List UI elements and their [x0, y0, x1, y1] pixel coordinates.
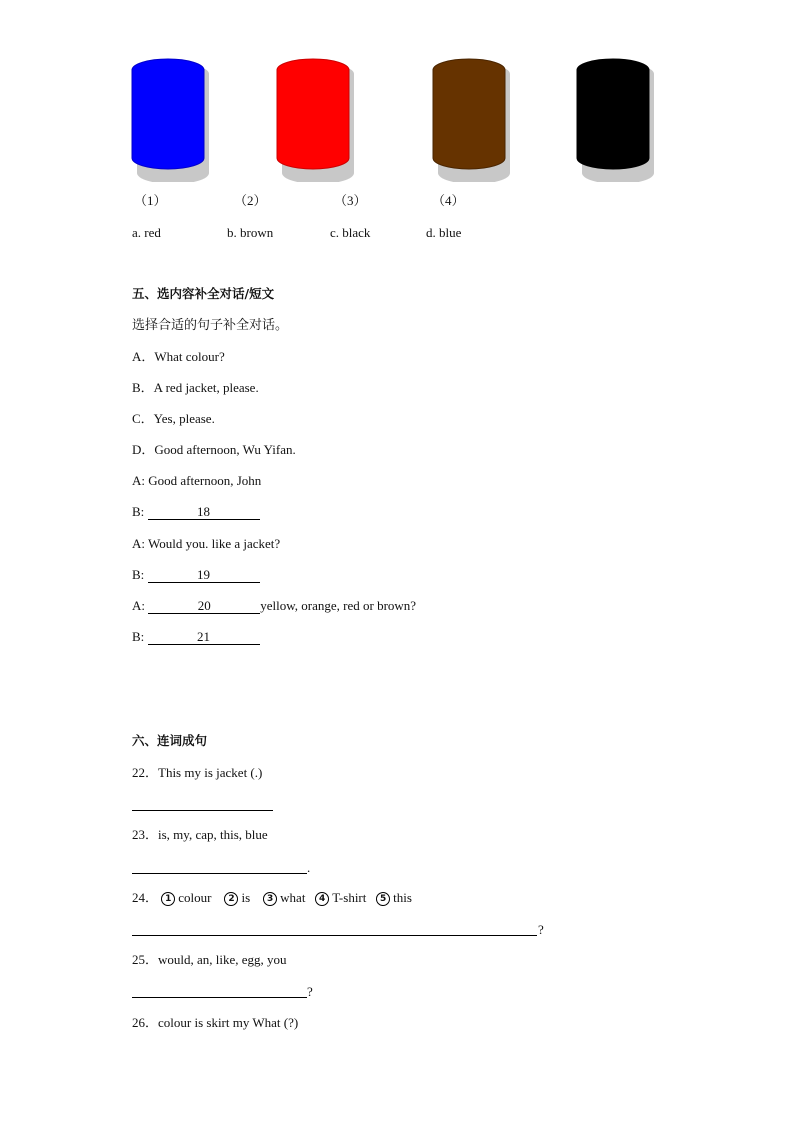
answer-25-end: ? [307, 984, 313, 999]
circled-number-icon: 2 [224, 892, 238, 906]
blank-19[interactable]: 19 [148, 568, 260, 583]
section-6-title: 六、连词成句 [132, 733, 208, 748]
question-26: 26．colour is skirt my What (?) [132, 1015, 299, 1030]
option-a: a. red [132, 225, 161, 240]
circled-number-icon: 4 [315, 892, 329, 906]
can-brown [429, 58, 515, 182]
choice-d: D．Good afternoon, Wu Yifan. [132, 442, 296, 457]
choice-a: A．What colour? [132, 349, 225, 364]
circled-number-icon: 1 [161, 892, 175, 906]
can-number-4: （4） [432, 193, 465, 208]
answer-line-24[interactable] [132, 935, 537, 936]
circled-number-icon: 5 [376, 892, 390, 906]
question-24: 24． 1 colour 2 is 3 what 4 T-shirt 5 this [132, 890, 412, 905]
dialogue-line-b2: B: 19 [132, 567, 260, 583]
blank-18[interactable]: 18 [148, 505, 260, 520]
blank-21[interactable]: 21 [148, 630, 260, 645]
can-number-2: （2） [234, 193, 267, 208]
can-red [273, 58, 359, 182]
can-number-1: （1） [134, 193, 167, 208]
blank-20[interactable]: 20 [148, 599, 260, 614]
question-23: 23．is, my, cap, this, blue [132, 827, 268, 842]
dialogue-line-a3: A: 20 yellow, orange, red or brown? [132, 598, 417, 613]
option-b: b. brown [227, 225, 274, 240]
can-black [573, 58, 659, 182]
choice-c: C．Yes, please. [132, 411, 215, 426]
answer-23-end: . [307, 860, 311, 875]
dialogue-line-b3: B: 21 [132, 629, 260, 645]
dialogue-line-a1: A: Good afternoon, John [132, 473, 262, 488]
answer-24-end: ? [538, 922, 544, 937]
section-5-instruction: 选择合适的句子补全对话。 [132, 318, 289, 333]
option-d: d. blue [426, 225, 462, 240]
choice-b: B．A red jacket, please. [132, 380, 259, 395]
answer-line-22[interactable] [132, 810, 273, 811]
section-5-title: 五、选内容补全对话/短文 [132, 286, 275, 301]
question-22: 22．This my is jacket (.) [132, 765, 263, 780]
can-blue [128, 58, 214, 182]
question-25: 25．would, an, like, egg, you [132, 952, 287, 967]
answer-line-25[interactable] [132, 997, 307, 998]
dialogue-line-b1: B: 18 [132, 504, 260, 520]
can-number-3: （3） [334, 193, 367, 208]
answer-line-23[interactable] [132, 873, 307, 874]
option-c: c. black [330, 225, 371, 240]
dialogue-line-a2: A: Would you. like a jacket? [132, 536, 281, 551]
circled-number-icon: 3 [263, 892, 277, 906]
